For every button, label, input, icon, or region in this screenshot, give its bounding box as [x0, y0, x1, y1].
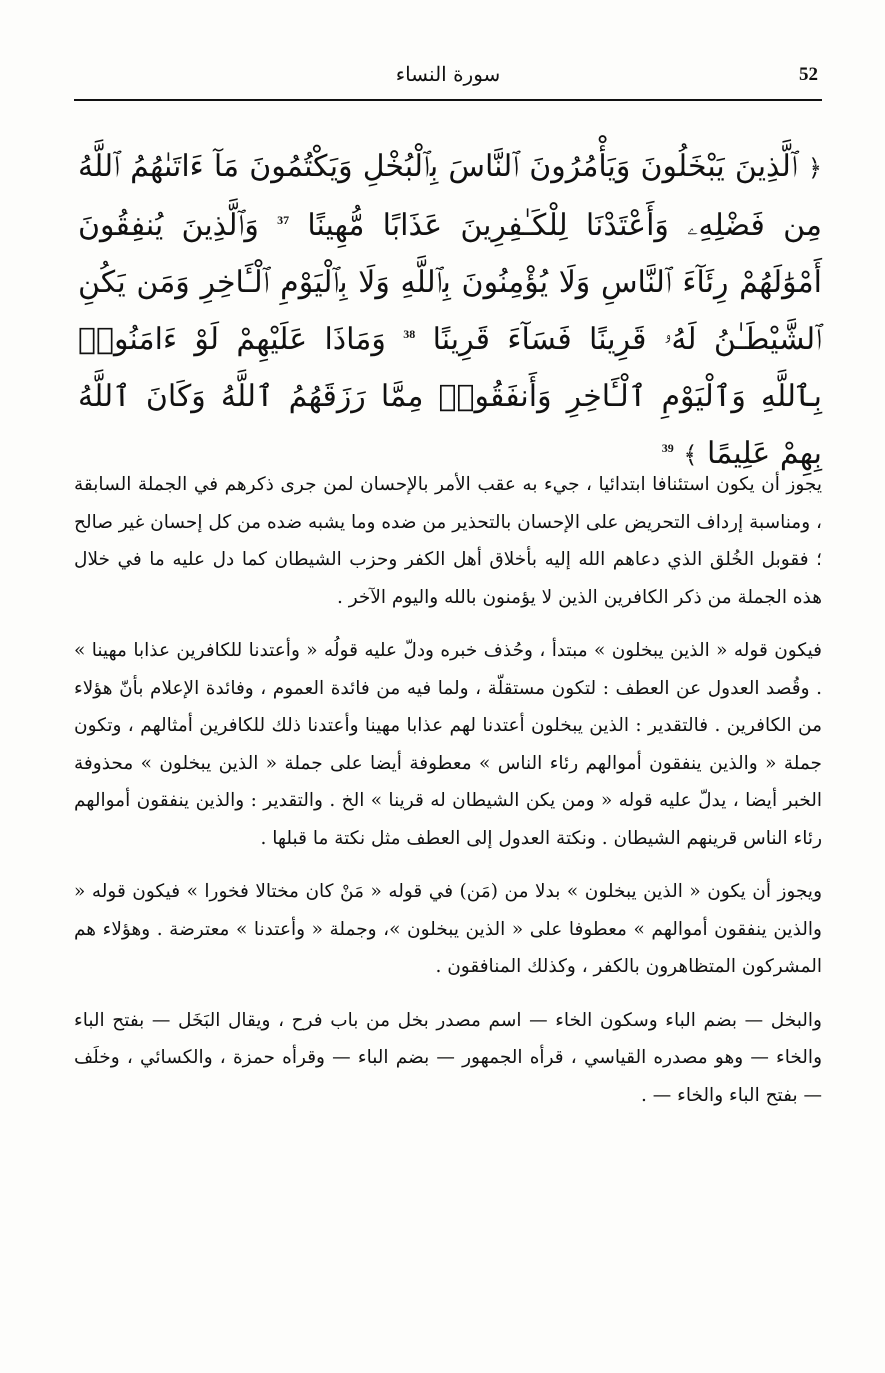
quran-verses	[78, 138, 822, 484]
verse-37-number: 37	[277, 213, 290, 227]
commentary-paragraph: فيكون قوله « الذين يبخلون » مبتدأ ، وحُذف خبره ودلّ عليه قولُه « وأعتدنا للكافرين عذابا مهينا » . وقُصد العدول عن العطف : لتكون مستقلّة ، ولما فيه من فائدة العموم ، وفائدة الإعلام بأنّ هؤلاء من الكافرين . فالتقدير : الذين يبخلون أعتدنا لهم عذابا مهينا وأعتدنا ذلك للكافرين أمثالهم ، وتكون جملة « والذين ينفقون أموالهم رئاء الناس » معطوفة أيضا على جملة « الذين يبخلون » محذوفة الخبر أيضا ، يدلّ عليه قوله « ومن يكن الشيطان له قرينا » الخ . والتقدير : والذين ينفقون أموالهم رئاء الناس قرينهم الشيطان . ونكتة العدول إلى العطف مثل نكتة ما قبلها .	[74, 640, 822, 849]
tafsir-commentary	[74, 466, 822, 1130]
verse-38-number: 38	[403, 327, 416, 341]
verse-37-text: ٱلَّذِينَ يَبْخَلُونَ وَيَأْمُرُونَ ٱلنَّاسَ بِٱلْبُخْلِ وَيَكْتُمُونَ مَآ ءَاتَىٰهُمُ ٱللَّهُ مِن فَضْلِهِۦ وَأَعْتَدْنَا لِلْكَـٰفِرِينَ عَذَابًا مُّهِينًا	[78, 149, 822, 243]
header-divider	[74, 99, 822, 101]
page-number: 52	[799, 64, 818, 85]
verse-39-text: وَمَاذَا عَلَيْهِمْ لَوْ ءَامَنُوا۟ بِٱللَّهِ وَٱلْيَوْمِ ٱلْـَٔاخِرِ وَأَنفَقُوا۟ مِمَّا رَزَقَهُمُ ٱللَّهُ وَكَانَ ٱللَّهُ بِهِمْ عَلِيمًا	[78, 322, 822, 471]
surah-title: سورة النساء	[395, 62, 501, 86]
verse-39-number: 39	[661, 441, 674, 455]
verse-38-text: وَٱلَّذِينَ يُنفِقُونَ أَمْوَٰلَهُمْ رِئَآءَ ٱلنَّاسِ وَلَا يُؤْمِنُونَ بِٱللَّهِ وَلَا بِٱلْيَوْمِ ٱلْـَٔاخِرِ وَمَن يَكُنِ ٱلشَّيْطَـٰنُ لَهُۥ قَرِينًا فَسَآءَ قَرِينًا	[78, 208, 822, 357]
commentary-paragraph: يجوز أن يكون استئنافا ابتدائيا ، جيء به عقب الأمر بالإحسان لمن جرى ذكرهم في الجملة السابقة ، ومناسبة إرداف التحريض على الإحسان بالتحذير من ضده وما يشبه ضده من كل إحسان غير صالح ؛ فقوبل الخُلق الذي دعاهم الله إليه بأخلاق أهل الكفر وحزب الشيطان كما دل عليه ما في خلال هذه الجملة من ذكر الكافرين الذين لا يؤمنون بالله واليوم الآخر .	[74, 474, 822, 608]
ornate-open-bracket: ﴿	[807, 154, 822, 182]
ornate-close-bracket: ﴾	[683, 441, 698, 469]
page-header	[74, 58, 822, 92]
commentary-paragraph: والبخل — بضم الباء وسكون الخاء — اسم مصدر بخل من باب فرح ، ويقال البَخَل — بفتح الباء والخاء — وهو مصدره القياسي ، قرأه الجمهور — بضم الباء — وقرأه حمزة ، والكسائي ، وخلَف — بفتح الباء والخاء — .	[74, 1009, 822, 1106]
commentary-paragraph: ويجوز أن يكون « الذين يبخلون » بدلا من (مَن) في قوله « مَنْ كان مختالا فخورا » فيكون قوله « والذين ينفقون أموالهم » معطوفا على « الذين يبخلون »، وجملة « وأعتدنا » معترضة . وهؤلاء هم المشركون المتظاهرون بالكفر ، وكذلك المنافقون .	[74, 881, 822, 977]
